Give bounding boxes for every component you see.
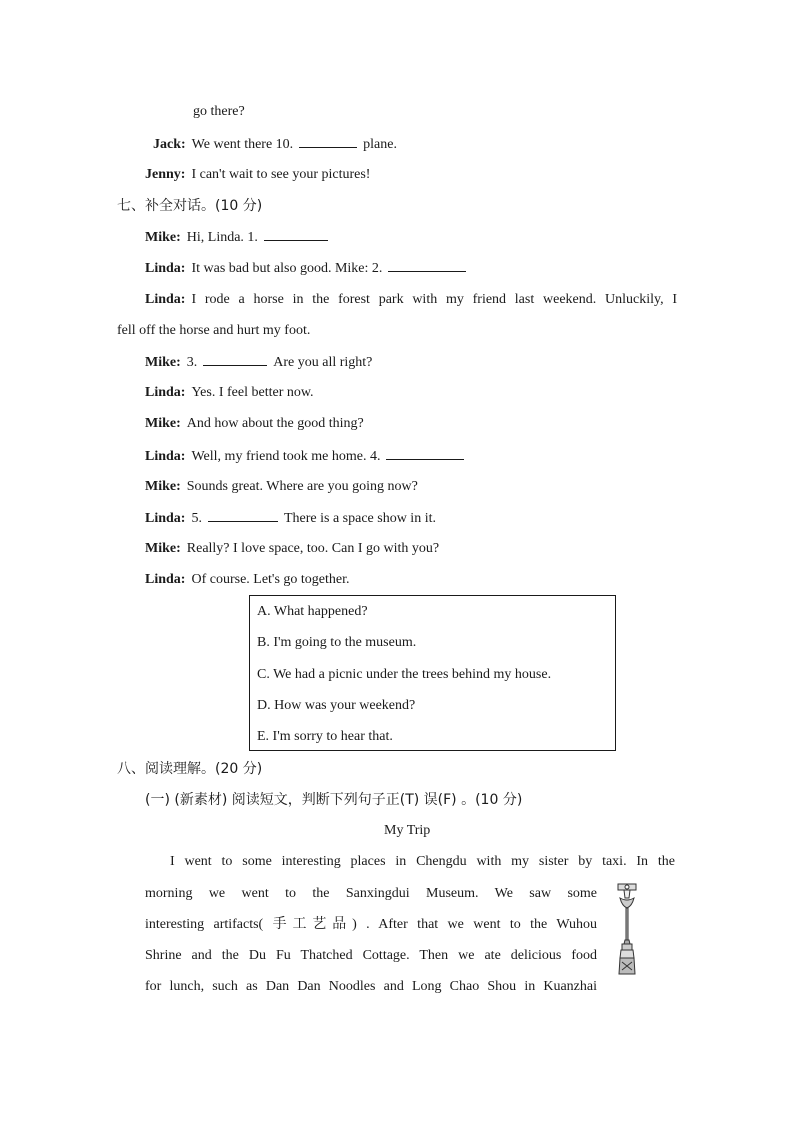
dialog-line bbox=[145, 478, 418, 496]
passage-line: for lunch, such as Dan Dan Noodles and Long Chao Shou in Kuanzhai bbox=[145, 979, 597, 994]
passage-line: morning we went to the Sanxingdui Museum. We saw some bbox=[145, 886, 597, 901]
dialog-line bbox=[145, 291, 677, 309]
passage-line: I went to some interesting places in Chengdu with my sister by taxi. In the bbox=[170, 854, 675, 869]
speaker-label: Linda: bbox=[145, 449, 186, 464]
blank-number: 5. bbox=[191, 511, 202, 526]
dialog-text: go there? bbox=[193, 104, 245, 119]
speaker-label: Linda: bbox=[145, 385, 186, 400]
dialog-line bbox=[145, 509, 436, 528]
speaker-label: Mike: bbox=[145, 479, 181, 494]
answer-blank[interactable] bbox=[203, 353, 267, 366]
subsection-heading: (一) (新素材) 阅读短文，判断下列句子正(T) 误(F) 。(10 分) bbox=[145, 792, 523, 808]
dialog-line-continuation: fell off the horse and hurt my foot. bbox=[117, 323, 311, 338]
option-c: C. We had a picnic under the trees behind my house. bbox=[257, 667, 552, 682]
section-heading: 七、补全对话。(10 分) bbox=[117, 198, 263, 214]
blank-number: 10. bbox=[275, 137, 294, 152]
dialog-text: We went there bbox=[191, 137, 273, 152]
answer-blank[interactable] bbox=[264, 228, 328, 241]
speaker-label: Mike: bbox=[145, 355, 181, 370]
dialog-line bbox=[193, 103, 245, 121]
dialog-line bbox=[145, 571, 350, 589]
dialog-text: Yes. I feel better now. bbox=[191, 385, 314, 400]
dialog-text: Are you all right? bbox=[273, 355, 373, 370]
dialog-text: And how about the good thing? bbox=[186, 416, 364, 431]
dialog-text: I can't wait to see your pictures! bbox=[191, 167, 371, 182]
speaker-label: Linda: bbox=[145, 261, 186, 276]
blank-number: 1. bbox=[247, 230, 258, 245]
blank-number: 2. bbox=[371, 261, 383, 276]
passage-line: Shrine and the Du Fu Thatched Cottage. Then we ate delicious food bbox=[145, 948, 597, 963]
dialog-text: Well, my friend took me home. bbox=[191, 449, 367, 464]
option-b: B. I'm going to the museum. bbox=[257, 635, 417, 650]
dialog-line bbox=[145, 540, 439, 558]
dialog-text: It was bad but also good. Mike: bbox=[191, 261, 369, 276]
blank-number: 4. bbox=[369, 449, 381, 464]
dialog-line bbox=[145, 384, 314, 402]
dialog-text: Really? I love space, too. Can I go with you? bbox=[186, 541, 440, 556]
dialog-line bbox=[145, 228, 334, 247]
answer-blank[interactable] bbox=[299, 135, 357, 148]
dialog-line bbox=[145, 415, 364, 433]
dialog-text: There is a space show in it. bbox=[283, 511, 436, 526]
dialog-line bbox=[145, 353, 372, 372]
dialog-text: Hi, Linda. bbox=[186, 230, 244, 245]
dialog-line bbox=[145, 166, 370, 184]
speaker-label: Mike: bbox=[145, 230, 181, 245]
speaker-label: Jenny: bbox=[145, 167, 186, 182]
speaker-label: Linda: bbox=[145, 292, 186, 307]
dialog-line bbox=[153, 135, 397, 154]
section-heading: 八、阅读理解。(20 分) bbox=[117, 761, 263, 777]
answer-blank[interactable] bbox=[388, 259, 466, 272]
artifact-illustration bbox=[612, 880, 642, 976]
speaker-label: Mike: bbox=[145, 541, 181, 556]
speaker-label: Jack: bbox=[153, 137, 186, 152]
dialog-line bbox=[145, 447, 470, 466]
option-d: D. How was your weekend? bbox=[257, 698, 416, 713]
passage-line: interesting artifacts( 手工艺品) . After that we went to the Wuhou bbox=[145, 917, 597, 932]
speaker-label: Linda: bbox=[145, 572, 186, 587]
speaker-label: Linda: bbox=[145, 511, 186, 526]
speaker-label: Mike: bbox=[145, 416, 181, 431]
answer-blank[interactable] bbox=[208, 509, 278, 522]
blank-number: 3. bbox=[186, 355, 198, 370]
answer-blank[interactable] bbox=[386, 447, 464, 460]
dialog-line bbox=[145, 259, 472, 278]
dialog-text: Sounds great. Where are you going now? bbox=[186, 479, 418, 494]
option-a: A. What happened? bbox=[257, 604, 368, 619]
dialog-text: plane. bbox=[363, 137, 397, 152]
dialog-text: I rode a horse in the forest park with my friend last weekend. Unluckily, I bbox=[191, 292, 677, 307]
passage-title: My Trip bbox=[384, 823, 431, 838]
options-box bbox=[249, 595, 616, 751]
dialog-text: Of course. Let's go together. bbox=[191, 572, 350, 587]
option-e: E. I'm sorry to hear that. bbox=[257, 729, 393, 744]
